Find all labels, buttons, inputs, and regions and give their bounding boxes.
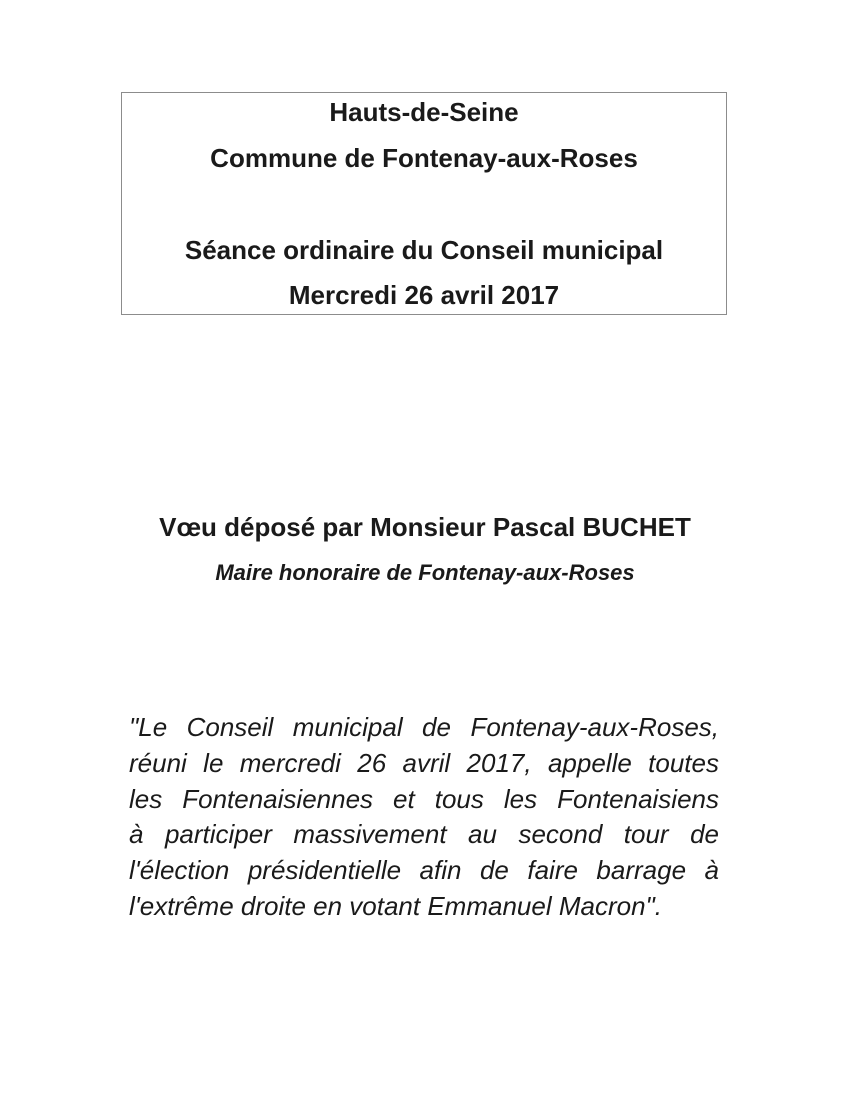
session-title: Séance ordinaire du Conseil municipal bbox=[184, 235, 664, 265]
motion-line: l'élection présidentielle afin de faire barrage à bbox=[129, 855, 719, 886]
voeu-title: Vœu déposé par Monsieur Pascal BUCHET bbox=[159, 512, 691, 542]
commune-name: Commune de Fontenay-aux-Roses bbox=[210, 143, 638, 173]
motion-line: les Fontenaisiennes et tous les Fontenaisiens bbox=[129, 783, 719, 814]
header-box bbox=[121, 92, 727, 315]
motion-line: "Le Conseil municipal de Fontenay-aux-Roses, bbox=[129, 712, 719, 742]
motion-line: l'extrême droite en votant Emmanuel Macron". bbox=[129, 890, 662, 921]
motion-line: à participer massivement au second tour de bbox=[129, 819, 719, 850]
department-name: Hauts-de-Seine bbox=[329, 97, 519, 127]
voeu-subtitle: Maire honoraire de Fontenay-aux-Roses bbox=[215, 560, 635, 585]
motion-line: réuni le mercredi 26 avril 2017, appelle toutes bbox=[129, 747, 719, 778]
motion-text bbox=[129, 710, 719, 925]
session-date: Mercredi 26 avril 2017 bbox=[288, 280, 560, 310]
